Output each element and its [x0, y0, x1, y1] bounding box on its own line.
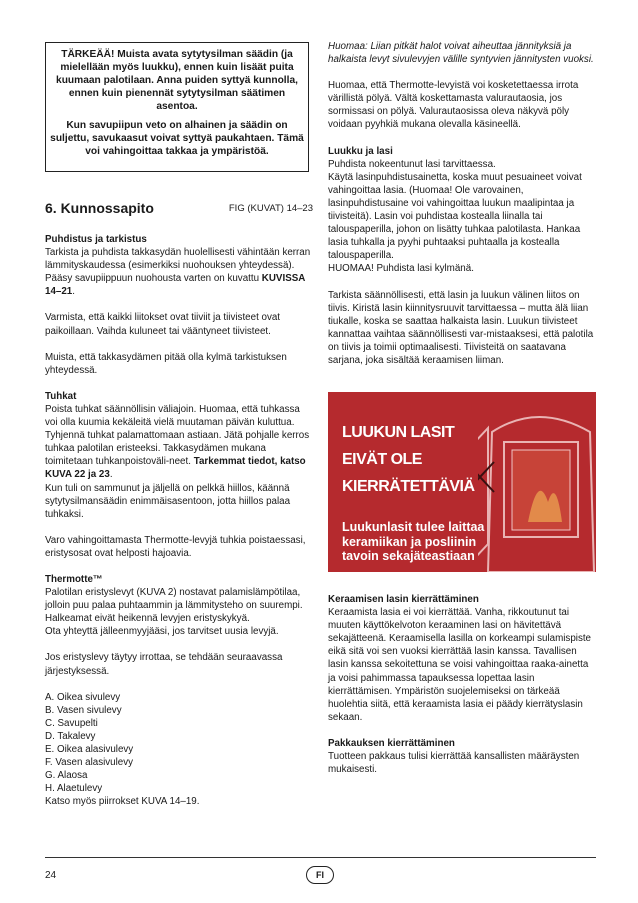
stove-illustration — [478, 392, 596, 572]
jos-text: Jos eristyslevy täytyy irrottaa, se tehdään seuraavassa järjestyksessä. — [45, 652, 283, 677]
warning-text-2: Kun savupiipun veto on alhainen ja säädin on suljettu, savukaasut voivat syttyä paukahtaen. Tämä voi vahingoittaa takkaa ja ympäristöä. — [50, 120, 304, 157]
heading-pakkaus: Pakkauksen kierrättäminen — [328, 737, 455, 749]
banner-sub-2: keramiikan ja posliinin — [342, 534, 477, 549]
heading-puhdistus: Puhdistus ja tarkistus — [45, 234, 147, 245]
banner-line-1: LUUKUN LASIT — [342, 424, 455, 441]
list-item: G. Alaosa — [45, 770, 88, 782]
varo-text: Varo vahingoittamasta Thermotte-levyjä tuhkia poistaessasi, eristysosat ovat helposti hajoavia. — [45, 534, 306, 559]
luukku-text: Puhdista nokeentunut lasi tarvittaessa. Käytä lasinpuhdistusainetta, koska muut pesuaineet voivat vahingoittaa lasia. (Huomaa! Ole varovainen, lasinpuhdistusaine voi vahingoittaa luukun maalipintaa ja tiivisteitä). Lasin voi puhdistaa kostealla liinalla tai talouspaperilla, johon on lisätty tuhkaa palotilasta. Hankaa lasia tuhkalla ja pyyhi puhtaaksi puhtaalla ja kostealla talouspaperilla. HUOMAA! Puhdista lasi kylmänä. — [328, 158, 582, 275]
puhdistus-access: Pääsy savupiippuun nuohousta varten on kuvattu KUVISSA 14–21. — [45, 273, 305, 298]
list-item: Katso myös piirrokset KUVA 14–19. — [45, 796, 200, 808]
section-title: 6. Kunnossapito — [45, 200, 154, 216]
heading-tuhkat: Tuhkat — [45, 390, 77, 402]
list-item: A. Oikea sivulevy — [45, 691, 121, 703]
list-item: F. Vasen alasivulevy — [45, 757, 134, 769]
banner-sub-3: tavoin sekajäteastiaan — [342, 549, 475, 563]
warning-text-1: TÄRKEÄÄ! Muista avata sytytysilman säädin (ja mielellään myös luukku), ennen kuin lisäät puita kuumaan palotilaan. Anna puiden syttyä kunnolla, ennen kuin pienennät sytytysilman säätimen asentoa. — [56, 49, 298, 112]
plate-list — [45, 691, 313, 809]
huomaa-text: Huomaa, että Thermotte-levyistä voi kosketettaessa irrota värillistä pölyä. Vältä koskettamasta valurautaosia, jos sormissasi on pölyä. Valurautaosissa oleva näkyvä pöly voidaan pyyhkiä mukana olevalla käsineellä. — [328, 80, 579, 131]
tarkista-text: Tarkista säännöllisesti, että lasin ja luukun välinen liitos on tiivis. Kiristä lasin kiinnitysruuvit tarvittaessa – mutta älä liian tiukalle, koska se saattaa halkaista lasin. Luukun tiivisteet kannattaa vaihtaa säännöllisesti var-mistaaksesi, että palotila on tiivis ja toimii optimaalisesti. Tiivisteitä on saatavana sarjana, joka sisältää keraamisen liiman. — [328, 289, 594, 366]
recycling-banner — [328, 392, 596, 572]
keraaminen-text: Keraamista lasia ei voi kierrättää. Vanha, rikkoutunut tai muuten käyttökelvoton keraaminen lasi on hävitettävä sekajätteenä. Keraamisella lasilla on korkeampi sulamispiste eikä sitä voi sen vuoksi kierrättää lasin kanssa. Tavallisen lasin kanssa sekoitettuna se voisi vahingoittaa raaka-ainetta ja voisi pahimmassa tapauksessa lopettaa lasin kierrättämisen. Ympäristön suojelemiseksi on tärkeää huolehtia siitä, että keraamista lasia ei päädy kierrätyslasin sekaan. — [328, 607, 592, 723]
heading-luukku: Luukku ja lasi — [328, 145, 393, 157]
banner-line-2: EIVÄT OLE — [342, 451, 422, 468]
page-number: 24 — [45, 870, 57, 881]
footer-divider — [45, 857, 596, 858]
heading-thermotte: Thermotte™ — [45, 573, 103, 585]
right-column-bottom — [328, 593, 596, 776]
tuhkat-text: Poista tuhkat säännöllisin väliajoin. Huomaa, että tuhkassa voi olla kuumia kekäleitä vielä muutaman päivän kuluttua. Tyhjennä tuhkat palamattomaan astiaan. Jätä pohjalle kerros tuhkaa palotilan eristeeksi. Takkasydämen mukana toimitetaan tuhkanpoistoväli-neet. Tarkemmat tiedot, katso KUVA 22 ja 23. — [45, 403, 310, 481]
list-item: B. Vasen sivulevy — [45, 704, 122, 716]
tuhkat-text-2: Kun tuli on sammunut ja jäljellä on pelkkä hiillos, käännä sytytysilmansäädin enimmäisasentoon, jotta hiillos palaa tuhkaksi. — [45, 482, 291, 520]
language-badge: FI — [306, 866, 334, 884]
ota-text: Ota yhteyttä jälleenmyyjääsi, jos tarvitset uusia levyjä. — [45, 626, 279, 638]
banner-headline — [342, 422, 475, 503]
varmista-text: Varmista, että kaikki liitokset ovat tiiviit ja tiivisteet ovat paikoillaan. Vaihda kuluneet tai vääntyneet tiivisteet. — [45, 312, 281, 337]
pakkaus-text: Tuotteen pakkaus tulisi kierrättää kansallisten määräysten mukaisesti. — [328, 751, 580, 776]
figure-ref: FIG (KUVAT) 14–23 — [228, 203, 313, 214]
list-item: D. Takalevy — [45, 730, 96, 742]
muista-text: Muista, että takkasydämen pitää olla kylmä tarkistuksen yhteydessä. — [45, 351, 287, 376]
thermotte-text: Palotilan eristyslevyt (KUVA 2) nostavat palamislämpötilaa, jolloin puu palaa puhtaammin ja lämmitysteho on suurempi. Halkeamat eivät heikennä levyjen eristyskykyä. — [45, 587, 303, 625]
warning-box — [45, 42, 309, 172]
right-column-top — [328, 40, 596, 367]
list-item: E. Oikea alasivulevy — [45, 744, 134, 755]
list-item: H. Alaetulevy — [45, 783, 103, 795]
section-heading — [45, 200, 313, 218]
heading-keraaminen: Keraamisen lasin kierrättäminen — [328, 594, 479, 605]
banner-sub-1: Luukunlasit tulee laittaa — [342, 520, 485, 534]
left-column-text — [45, 233, 313, 808]
banner-subtext — [342, 520, 484, 564]
list-item: C. Savupelti — [45, 717, 98, 729]
huomaa-italic: Huomaa: Liian pitkät halot voivat aiheuttaa jännityksiä ja halkaista levyt sivulevyjen välille syntyvien jännitysten vuoksi. — [328, 41, 594, 66]
puhdistus-text: Tarkista ja puhdista takkasydän huolellisesti vähintään kerran lämmityskaudessa (esimerkiksi nuohouksen yhteydessä). — [45, 247, 311, 272]
banner-line-3: KIERRÄTETTÄVIÄ — [342, 478, 475, 495]
